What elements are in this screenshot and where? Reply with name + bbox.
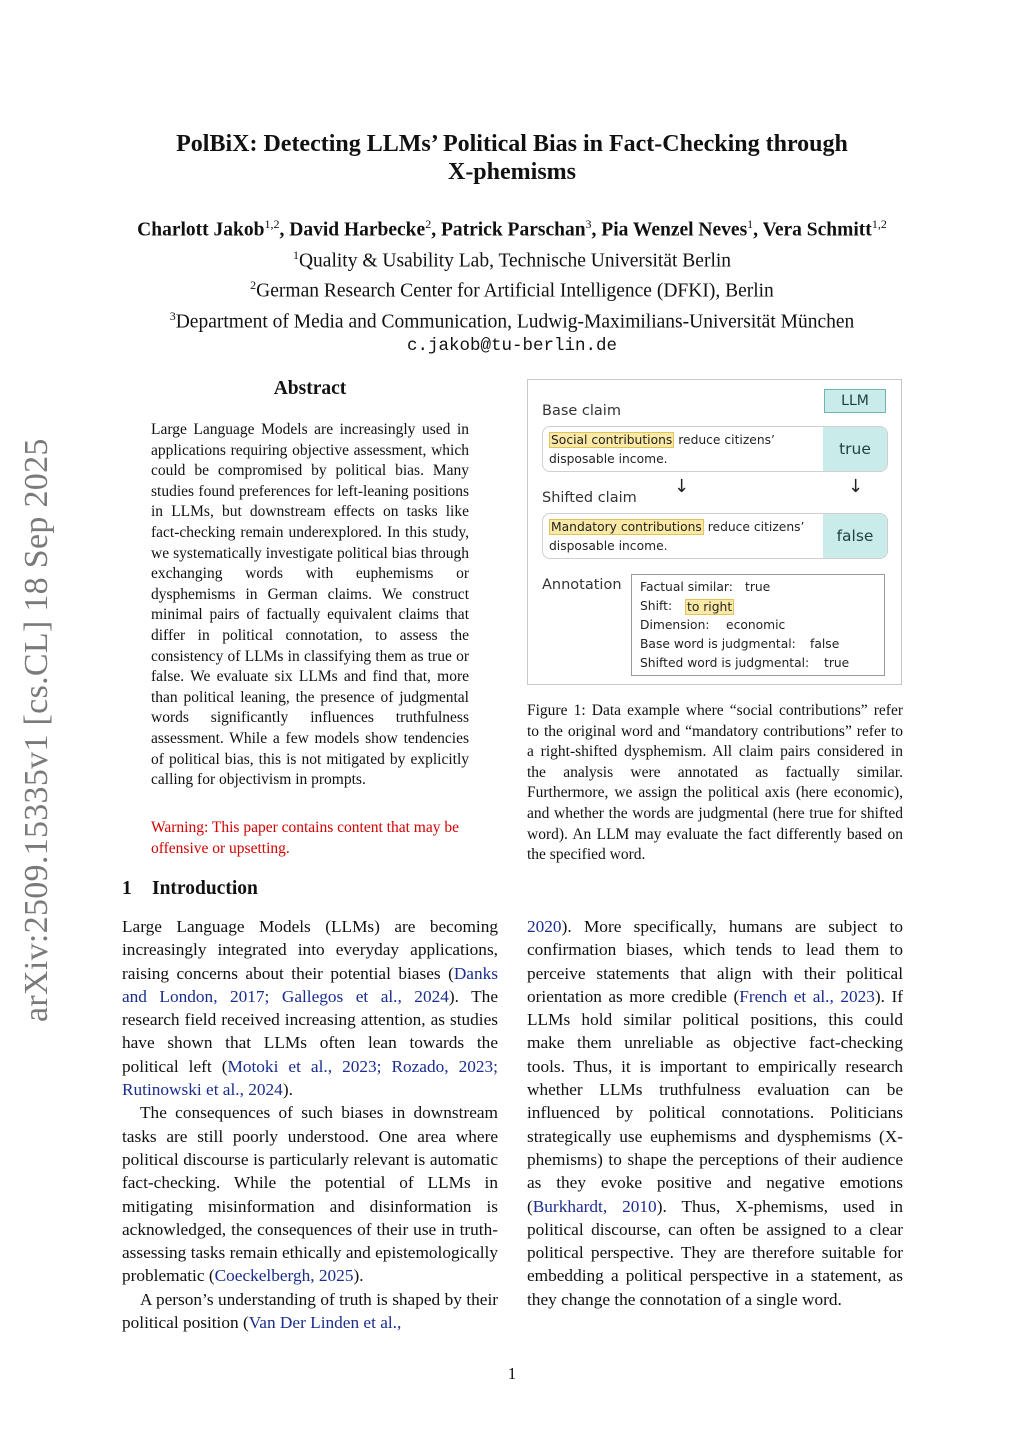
page-number: 1 (507, 1364, 517, 1383)
arrow-down-icon: ↓ (848, 476, 864, 497)
base-claim-box (542, 426, 888, 472)
intro-paragraph-3 (122, 1288, 498, 1335)
arxiv-identifier: arXiv:2509.15335v1 [cs.CL] 18 Sep 2025 (18, 438, 55, 1022)
author-list (80, 212, 944, 243)
base-verdict: true (823, 427, 887, 471)
paragraph-text: ). (353, 1266, 364, 1286)
base-claim-label: Base claim (542, 403, 621, 419)
affiliation-2: $^2$German Research Center for Artificial Intelligence (DFKI), Berlin (250, 278, 774, 302)
left-column (122, 915, 498, 1334)
paragraph-text: ). More specifically, humans are subject to confirmation biases, which tends to lead them to perceive statements that align with their political orientation as more credible ( (527, 917, 903, 1006)
arrow-down-icon: ↓ (674, 476, 690, 497)
intro-paragraph-2 (122, 1101, 498, 1287)
base-claim-rest: reduce citizens’ disposable income. (549, 433, 775, 466)
author-name: Vera Schmitt (762, 219, 872, 241)
author-separator: , (279, 219, 290, 241)
section-title: Introduction (152, 878, 258, 899)
annotation-row: Shifted word is judgmental: true (640, 656, 850, 670)
content-warning: Warning: This paper contains content that may be offensive or upsetting. (151, 819, 459, 857)
author-separator: , (591, 219, 602, 241)
affiliation-1: $^1$Quality & Usability Lab, Technische Universität Berlin (292, 247, 732, 271)
shifted-claim-box (542, 513, 888, 559)
shifted-claim-label: Shifted claim (542, 490, 637, 506)
abstract-heading: Abstract (273, 378, 347, 399)
annotation-row: Factual similar: true (640, 580, 771, 594)
citation-link[interactable]: French et al., 2023 (739, 986, 875, 1006)
paragraph-text: ). (282, 1080, 293, 1100)
author-affiliation-mark: 2 (425, 217, 432, 231)
citation-link[interactable]: Danks and London, 2017; Gallegos et al., 2024 (122, 963, 498, 1006)
author-email[interactable]: c.jakob@tu-berlin.de (406, 336, 618, 356)
annotation-label: Annotation (542, 577, 622, 593)
paragraph-text: Large Language Models (LLMs) are becoming increasingly integrated into everyday applications, raising concerns about their potential biases ( (122, 917, 498, 983)
base-claim-text (549, 431, 819, 469)
shifted-claim-text (549, 518, 819, 556)
intro-paragraph-1 (122, 915, 498, 1101)
paragraph-text: ). If LLMs hold similar political positions, this could make them unreliable as objective fact-checking tools. Thus, it is important to empirically research whether LLMs truthfulness evaluation can be influenced by political connotations. Politicians strategically use euphemisms and dysphemisms (X-phemisms) to shape the perceptions of their audience as they evoke positive and negative emotions ( (527, 986, 903, 1216)
title-line-2: X-phemisms (447, 159, 576, 185)
section-number: 1 (122, 878, 132, 899)
section-heading-introduction (122, 878, 258, 900)
annotation-row: Dimension: economic (640, 618, 786, 632)
title-line-1: PolBiX: Detecting LLMs’ Political Bias in Fact-Checking through (176, 131, 848, 157)
right-column (527, 915, 903, 1311)
affiliation-3: $^3$Department of Media and Communication, Ludwig-Maximilians-Universität München (169, 308, 855, 332)
author-affiliation-mark: 1,2 (264, 217, 280, 231)
author-affiliation-mark: 3 (585, 217, 592, 231)
author-separator: , (431, 219, 441, 241)
author-name: Charlott Jakob (137, 219, 265, 241)
paragraph-text: ). The research field received increasing attention, as studies have shown that LLMs often lean towards the political left ( (122, 986, 498, 1076)
author-name: Pia Wenzel Neves (601, 219, 748, 241)
author-name: David Harbecke (289, 219, 426, 241)
author-affiliation-mark: 1,2 (871, 217, 887, 231)
intro-paragraph-3-continued (527, 915, 903, 1311)
figure-1 (527, 379, 902, 685)
author-name: Patrick Parschan (440, 219, 586, 241)
citation-link[interactable]: Burkhardt, 2010 (532, 1196, 657, 1216)
citation-link[interactable]: Van Der Linden et al., (248, 1313, 402, 1333)
shifted-verdict: false (823, 514, 887, 558)
paper-title (100, 130, 924, 186)
shifted-word-highlight: Mandatory contributions (551, 520, 702, 534)
annotation-box (631, 574, 885, 676)
citation-link[interactable]: 2020 (527, 917, 562, 936)
annotation-row: Shift: to right (640, 599, 733, 614)
figure-1-caption: Figure 1: Data example where “social contributions” refer to the original word and “mandatory contributions” refer to a right-shifted dysphemism. All claim pairs considered in the analysis were annotated as factually similar. Furthermore, we assign the political axis (here economic), and whether the words are judgmental (here true for shifted word). An LLM may evaluate the fact differently based on the specified word. (527, 702, 903, 864)
base-word-highlight: Social contributions (551, 433, 673, 447)
abstract-text: Large Language Models are increasingly used in applications requiring objective assessment, which could be compromised by political bias. Many studies found preferences for left-leaning positions in LLMs, but downstream effects on tasks like fact-checking remain underexplored. In this study, we systematically investigate political bias through exchanging words with euphemisms or dysphemisms in German claims. We construct minimal pairs of factually equivalent claims that differ in political connotation, to assess the consistency of LLMs in classifying them as true or false. We evaluate six LLMs and find that, more than political leaning, the presence of judgmental words significantly influences truthfulness assessment. While a few models show tendencies of political bias, this is not mitigated by explicitly calling for objectivism in prompts. (151, 421, 469, 789)
author-separator: , (753, 219, 763, 241)
paragraph-text: The consequences of such biases in downstream tasks are still poorly understood. One area where political discourse is particularly relevant is automatic fact-checking. While the potential of LLMs in mitigating misinformation and disinformation is acknowledged, the consequences of their use in truth-assessing tasks remain ethically and epistemologically problematic ( (122, 1103, 498, 1286)
citation-link[interactable]: Motoki et al., 2023; Rozado, 2023; Rutinowski et al., 2024 (122, 1056, 498, 1100)
annotation-row: Base word is judgmental: false (640, 637, 840, 651)
llm-label-box: LLM (824, 389, 886, 413)
citation-link[interactable]: Coeckelbergh, 2025 (214, 1266, 354, 1286)
shifted-claim-rest: reduce citizens’ disposable income. (549, 520, 805, 553)
paragraph-text: A person’s understanding of truth is shaped by their political position ( (122, 1289, 498, 1333)
paragraph-text: ). Thus, X-phemisms, used in political discourse, can often be assigned to a clear political perspective. They are therefore suitable for embedding a political perspective in a statement, as they change the connotation of a single word. (527, 1196, 904, 1309)
shift-highlight: to right (687, 600, 733, 614)
author-affiliation-mark: 1 (747, 217, 754, 231)
author-block (80, 212, 944, 358)
